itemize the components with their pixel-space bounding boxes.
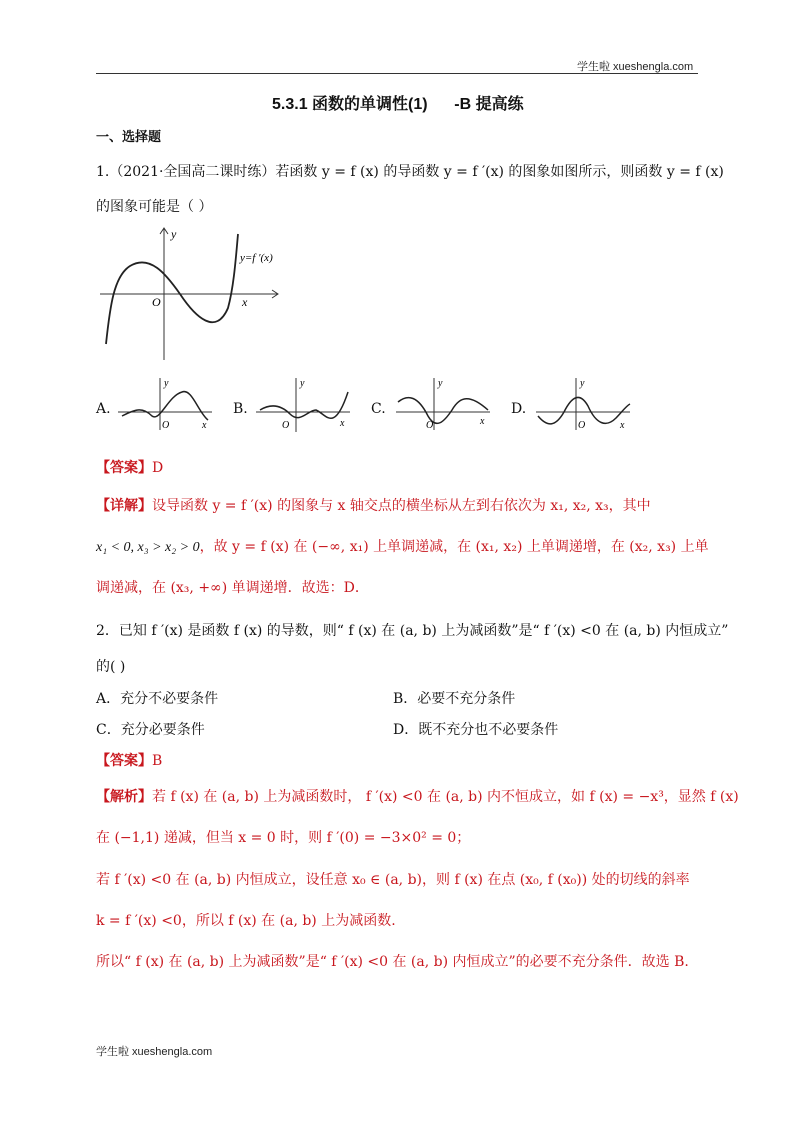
q2-option-d[interactable]: D．既不充分也不必要条件 — [393, 722, 559, 738]
q2-analysis-line3: 若 f ′(x) <0 在 (a, b) 内恒成立，设任意 x₀ ∈ (a, b)，则 f (x) 在点 (x₀, f (x₀)) 处的切线的斜率 — [96, 872, 690, 888]
q1-detail-line2 — [96, 536, 709, 556]
q2-stem-line1: 2．已知 f ′(x) 是函数 f (x) 的导数，则“ f (x) 在 (a, b) 上为减函数”是“ f ′(x) <0 在 (a, b) 内恒成立” — [96, 623, 729, 639]
q1-detail-text2: ，故 y = f (x) 在 (−∞, x₁) 上单调递减，在 (x₁, x₂) 上单调递增，在 (x₂, x₃) 上单 — [199, 539, 709, 555]
a-y-label: y — [164, 378, 169, 389]
a-origin-label: O — [162, 420, 170, 431]
q2-stem-line2: 的( ) — [96, 659, 126, 675]
q1-stem-line1: 1.（2021·全国高二课时练）若函数 y = f (x) 的导函数 y = f ′(x) 的图象如图所示，则函数 y = f (x) — [96, 164, 724, 180]
q1-answer-value: D — [152, 460, 164, 476]
d-x-label: x — [620, 420, 625, 431]
q1-answer-line — [96, 457, 163, 477]
a-x-label: x — [202, 420, 207, 431]
section-heading: 一、选择题 — [96, 129, 162, 144]
q2-analysis-line5: 所以“ f (x) 在 (a, b) 上为减函数”是“ f ′(x) <0 在 (a, b) 内恒成立”的必要不充分条件．故选 B. — [96, 954, 689, 970]
option-d-graph — [534, 376, 634, 432]
q2-option-a[interactable]: A．充分不必要条件 — [96, 691, 219, 707]
c-x-label: x — [480, 416, 485, 427]
q2-answer-line — [96, 750, 162, 770]
q2-analysis-line2: 在 (−1,1) 递减，但当 x = 0 时，则 f ′(0) = −3×0² = 0； — [96, 830, 471, 846]
q1-detail-line3: 调递减，在 (x₃, +∞) 单调递增．故选：D． — [96, 580, 369, 596]
c-y-label: y — [438, 378, 443, 389]
axis-y-label: y — [171, 227, 177, 241]
page-title: 5.3.1 函数的单调性(1) -B 提高练 — [272, 96, 524, 113]
q1-option-b[interactable]: B. — [233, 401, 248, 417]
q2-analysis-line1 — [96, 786, 739, 806]
b-x-label: x — [340, 418, 345, 429]
footer-site: 学生啦 xueshengla.com — [96, 1046, 213, 1058]
q2-option-b[interactable]: B．必要不充分条件 — [393, 691, 516, 707]
header-rule — [96, 73, 698, 74]
axis-x-label: x — [242, 295, 248, 309]
q2-answer-tag: 【答案】 — [96, 753, 152, 769]
derivative-graph — [96, 226, 286, 362]
header-site: 学生啦 xueshengla.com — [577, 61, 694, 73]
c-origin-label: O — [426, 420, 434, 431]
q1-option-c[interactable]: C. — [371, 401, 386, 417]
b-y-label: y — [300, 378, 305, 389]
q1-option-d[interactable]: D. — [511, 401, 527, 417]
q1-detail-line1 — [96, 495, 651, 515]
q1-option-a[interactable]: A. — [96, 401, 111, 417]
option-b-graph — [254, 376, 354, 436]
q2-answer-value: B — [152, 753, 163, 769]
q1-detail-tag: 【详解】 — [96, 498, 152, 514]
q1-detail-text1: 设导函数 y = f ′(x) 的图象与 x 轴交点的横坐标从左到右依次为 x₁, x₂, x₃，其中 — [152, 498, 651, 514]
q2-option-c[interactable]: C．充分必要条件 — [96, 722, 205, 738]
q2-analysis-text1: 若 f (x) 在 (a, b) 上为减函数时， f ′(x) <0 在 (a, b) 内不恒成立，如 f (x) = −x³，显然 f (x) — [152, 789, 739, 805]
q1-detail-inequality: x₁ < 0, x₃ > x₂ > 0 — [96, 540, 200, 555]
origin-label: O — [152, 295, 161, 309]
q2-analysis-tag: 【解析】 — [96, 789, 152, 805]
d-y-label: y — [580, 378, 585, 389]
q2-analysis-line4: k = f ′(x) <0，所以 f (x) 在 (a, b) 上为减函数. — [96, 913, 396, 929]
b-origin-label: O — [282, 420, 290, 431]
curve-label: y=f ′(x) — [240, 252, 273, 264]
q1-stem-line2: 的图象可能是（ ） — [96, 199, 213, 215]
option-c-graph — [394, 376, 494, 432]
q1-answer-tag: 【答案】 — [96, 460, 152, 476]
d-origin-label: O — [578, 420, 586, 431]
option-a-graph — [116, 376, 216, 432]
